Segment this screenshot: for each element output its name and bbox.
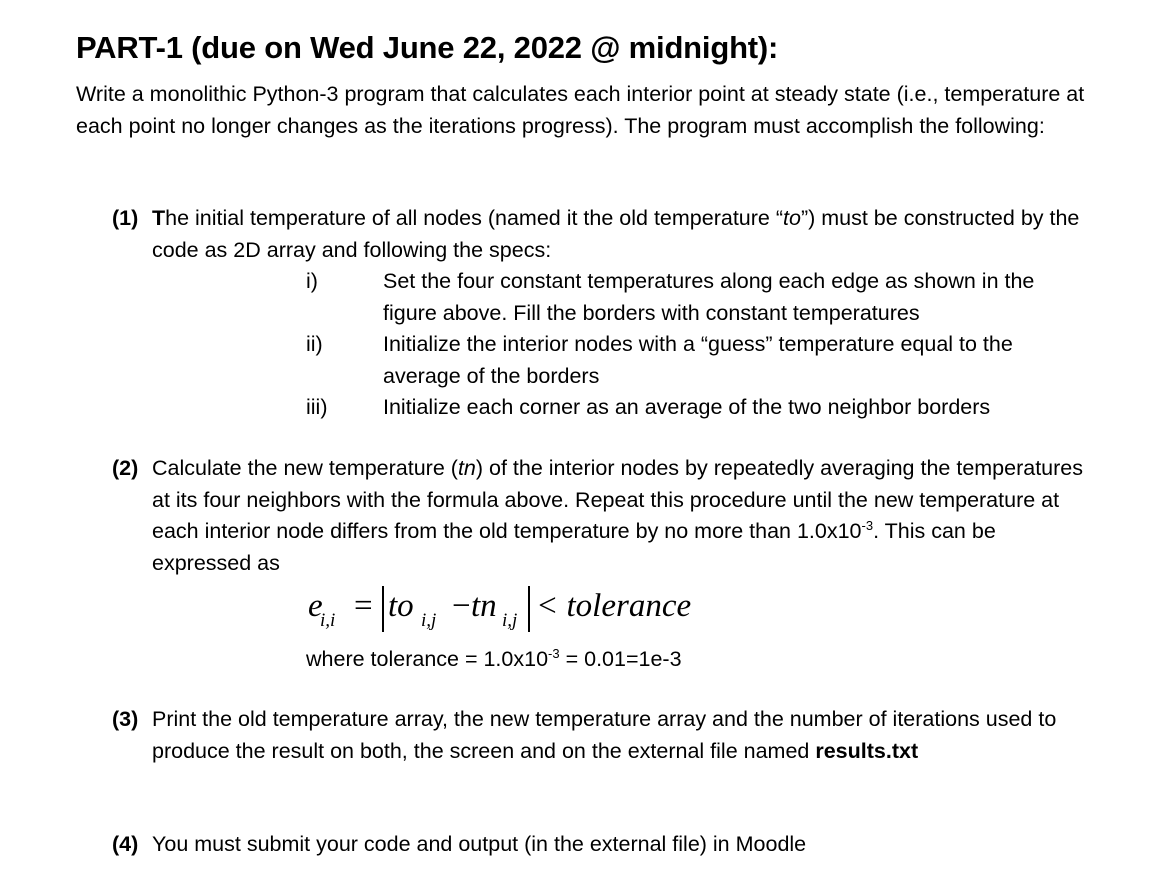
sub-item-text: Set the four constant temperatures along each edge as shown in the figure above. Fill the borders with constant temperatures [383, 269, 1035, 325]
page-title: PART-1 (due on Wed June 22, 2022 @ midnight): [76, 30, 779, 65]
sub-item-number: ii) [306, 332, 323, 356]
abs-bar-right [528, 586, 530, 632]
formula-equals: = [354, 588, 373, 624]
formula-new-temp: tn [471, 588, 497, 624]
sub-item-text: Initialize each corner as an average of the two neighbor borders [383, 395, 991, 419]
list-item-2 [112, 453, 1092, 579]
formula-error-symbol: e [308, 588, 323, 624]
sub-item-text: Initialize the interior nodes with a “guess” temperature equal to the average of the borders [383, 332, 1013, 388]
formula-minus: − [452, 588, 471, 624]
sub-item-number: i) [306, 269, 318, 293]
formula-new-temp-subscript: i,j [502, 610, 518, 631]
item-number: (3) [112, 707, 139, 731]
tolerance-formula [308, 586, 708, 638]
item-text: You must submit your code and output (in the external file) in Moodle [152, 832, 807, 856]
abs-bar-left [382, 586, 384, 632]
tolerance-definition: where tolerance = $1.0x10^{-3} = 0.01=1e-3$ [306, 646, 682, 671]
list-item-1 [112, 203, 1092, 266]
filename: results.txt [815, 738, 919, 763]
formula-tolerance: < tolerance [536, 588, 692, 624]
formula-old-temp: to [388, 588, 414, 624]
item-number: (1) [112, 206, 139, 230]
list-item-3 [112, 704, 1092, 767]
item-text: Calculate the new temperature (tn) of the interior nodes by repeatedly averaging the temperatures at its four neighbors with the formula above. Repeat this procedure until the new temperature at each interior node differs from the old temperature by no more than $1.0x10^{-3}$. This can be expressed as [152, 456, 1084, 575]
item-text: Print the old temperature array, the new temperature array and the number of iterations used to produce the result on both, the screen and on the external file named results.txt [152, 707, 1057, 763]
sub-item-number: iii) [306, 395, 328, 419]
item-number: (2) [112, 456, 139, 480]
item-text: The initial temperature of all nodes (named it the old temperature “to”) must be constructed by the code as 2D array and following the specs: [152, 206, 1080, 262]
item-number: (4) [112, 832, 139, 856]
intro-paragraph: Write a monolithic Python-3 program that calculates each interior point at steady state (i.e., temperature at each point no longer changes as the iterations progress). The program must accomplish the following: [76, 82, 1085, 138]
formula-error-subscript: i,i [320, 610, 336, 631]
list-item-4 [112, 829, 1092, 861]
formula-old-temp-subscript: i,j [421, 610, 437, 631]
